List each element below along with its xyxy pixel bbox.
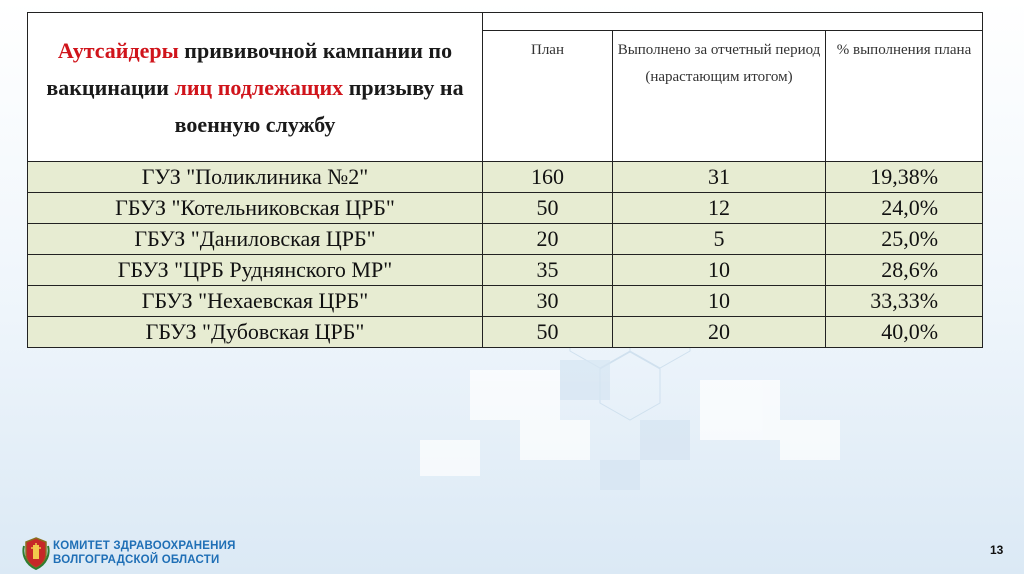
cell-done: 5 <box>613 224 826 255</box>
title-part-red-1: Аутсайдеры <box>57 37 179 63</box>
cell-name: ГБУЗ "Нехаевская ЦРБ" <box>28 286 483 317</box>
page-number: 13 <box>990 543 1004 557</box>
cell-plan: 30 <box>483 286 613 317</box>
table-row <box>28 193 983 224</box>
vaccination-table <box>27 12 983 348</box>
cell-percent: 25,0% <box>826 224 983 255</box>
table-row <box>28 286 983 317</box>
table-row <box>28 224 983 255</box>
cell-name: ГУЗ "Поликлиника №2" <box>28 162 483 193</box>
cell-done: 12 <box>613 193 826 224</box>
column-header-done: Выполнено за отчетный период (нарастающим итогом) <box>613 31 826 162</box>
coat-of-arms-icon <box>22 536 50 570</box>
cell-name: ГБУЗ "Котельниковская ЦРБ" <box>28 193 483 224</box>
cell-done: 31 <box>613 162 826 193</box>
cell-done: 10 <box>613 286 826 317</box>
cell-percent: 33,33% <box>826 286 983 317</box>
column-header-plan: План <box>483 31 613 162</box>
cell-plan: 50 <box>483 317 613 348</box>
table-row <box>28 162 983 193</box>
cell-percent: 28,6% <box>826 255 983 286</box>
cell-plan: 35 <box>483 255 613 286</box>
cell-done: 10 <box>613 255 826 286</box>
cell-percent: 19,38% <box>826 162 983 193</box>
cell-percent: 40,0% <box>826 317 983 348</box>
title-part-2: прививочной кампании по вакцинации <box>46 37 453 100</box>
cell-percent: 24,0% <box>826 193 983 224</box>
footer-org-line-2: ВОЛГОГРАДСКОЙ ОБЛАСТИ <box>53 554 220 566</box>
cell-plan: 160 <box>483 162 613 193</box>
cell-name: ГБУЗ "Даниловская ЦРБ" <box>28 224 483 255</box>
table-row <box>28 317 983 348</box>
title-part-4: призыву на военную службу <box>174 74 464 137</box>
cell-plan: 50 <box>483 193 613 224</box>
title-part-red-3: лиц подлежащих <box>174 74 344 100</box>
footer-org-line-1: КОМИТЕТ ЗДРАВООХРАНЕНИЯ <box>53 540 236 552</box>
cell-done: 20 <box>613 317 826 348</box>
cell-name: ГБУЗ "ЦРБ Руднянского МР" <box>28 255 483 286</box>
cell-name: ГБУЗ "Дубовская ЦРБ" <box>28 317 483 348</box>
table-row <box>28 255 983 286</box>
header-top-strip <box>483 13 983 31</box>
column-header-percent: % выполнения плана <box>826 31 983 162</box>
table-title <box>28 13 483 162</box>
cell-plan: 20 <box>483 224 613 255</box>
footer <box>22 536 236 570</box>
